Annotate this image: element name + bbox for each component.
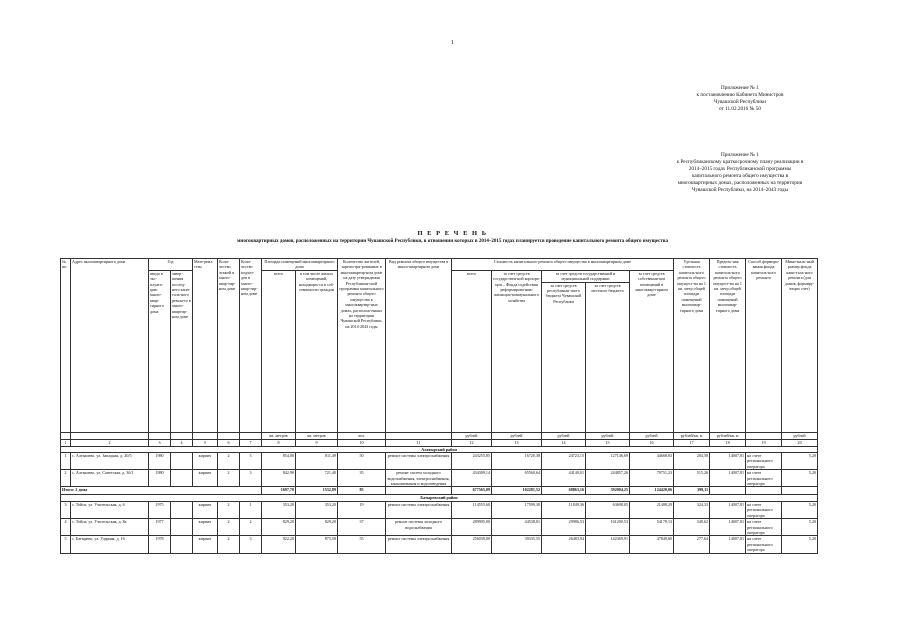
header-area-residential: в том числе жилых помещений, находящих-ся в соб-ственности граждан bbox=[296, 270, 338, 432]
header-area-total: всего bbox=[262, 270, 296, 432]
cell-total: 289905,00 bbox=[452, 519, 492, 536]
cell-year: 1980 bbox=[149, 470, 171, 487]
cell-total: 434309,14 bbox=[452, 470, 492, 487]
cell-material: кирпич bbox=[193, 501, 218, 518]
cell-address: с. Тойси, ул. Учительская, д. 6 bbox=[71, 501, 149, 518]
column-number-cell: 15 bbox=[586, 439, 630, 446]
unit-cell bbox=[71, 432, 149, 439]
appendix-line: от 11.02.2016 № 50 bbox=[719, 106, 761, 112]
cell-max: 14007,81 bbox=[710, 470, 746, 487]
unit-cell bbox=[149, 432, 171, 439]
cell-overhaul bbox=[171, 536, 193, 553]
cell-repair: ремонт системы электроснабжения bbox=[386, 501, 452, 518]
header-max-cost: Предель-ная стоимость капиталь-ного ремонта общего имущест-ва на 1 кв. метр общей площади помещений многоквар-тирного дома bbox=[710, 259, 746, 433]
cell-entrances: 2 bbox=[240, 519, 262, 536]
cell-unit: 324,33 bbox=[674, 501, 710, 518]
total-area: 1697,70 bbox=[262, 487, 296, 495]
page-number: 1 bbox=[451, 40, 454, 46]
total-row bbox=[61, 487, 818, 495]
appendix-line: капитального ремонта общего имущества в bbox=[691, 173, 789, 179]
header-repair-type: Вид ремонта общего имущества в много-квартирном доме bbox=[386, 259, 452, 433]
header-cost-fund: за счет средств государствен-ной корпора-ции – Фонда содействия реформирова-нию жилищно-коммунального хозяйства bbox=[492, 270, 542, 432]
header-address: Адрес многоквартирного дома bbox=[71, 259, 149, 433]
cell-overhaul bbox=[171, 453, 193, 470]
cell-floors: 2 bbox=[218, 536, 240, 553]
cell-no: 1 bbox=[61, 453, 71, 470]
cell-year: 1978 bbox=[149, 536, 171, 553]
cell-owners: 44668,83 bbox=[630, 453, 674, 470]
document-title: П Е Р Е Ч Е Н Ь bbox=[417, 230, 488, 237]
cell-local: 127146,69 bbox=[586, 453, 630, 470]
appendix-line: к постановлению Кабинета Министров bbox=[696, 92, 784, 98]
district-name: Батыревский район bbox=[61, 495, 818, 501]
cell-material: кирпич bbox=[193, 519, 218, 536]
cell-entrances: 3 bbox=[240, 536, 262, 553]
table-row bbox=[61, 501, 818, 518]
column-number-cell: 19 bbox=[746, 439, 782, 446]
cell-area: 842,90 bbox=[262, 470, 296, 487]
cell-address: с. Алтышево, ул. Западная, д. 20/5 bbox=[71, 453, 149, 470]
table-row bbox=[61, 453, 818, 470]
column-number-cell: 13 bbox=[492, 439, 542, 446]
cell-area-res: 829,20 bbox=[296, 519, 338, 536]
cell-local: 161200,53 bbox=[586, 519, 630, 536]
column-number-cell: 17 bbox=[674, 439, 710, 446]
cell-residents: 55 bbox=[338, 536, 386, 553]
buildings-table bbox=[60, 258, 818, 554]
cell-min: 5,20 bbox=[782, 453, 818, 470]
appendix-line: Чувашской Республики, на 2014–2043 годы bbox=[691, 187, 789, 193]
header-cost-total: всего bbox=[452, 270, 492, 432]
cell-area: 353,20 bbox=[262, 501, 296, 518]
cell-unit: 284,58 bbox=[674, 453, 710, 470]
cell-republic: 24723,15 bbox=[542, 453, 586, 470]
district-name: Алатырский район bbox=[61, 446, 818, 452]
header-no: № пп bbox=[61, 259, 71, 433]
document-subtitle: многоквартирных домов, расположенных на территории Чувашской Республики, в отношении которых в 2014–2015 годах планируется проведение капитального ремонта общего имущества bbox=[237, 239, 668, 244]
header-entrances: Коли-чество подъез-дов в много-квар-тир-ном доме bbox=[240, 259, 262, 433]
column-number-cell: 14 bbox=[542, 439, 586, 446]
cell-floors: 2 bbox=[218, 501, 240, 518]
units-row bbox=[61, 432, 818, 439]
column-numbers-row bbox=[61, 439, 818, 446]
cell-method: на счете регионального оператора bbox=[746, 519, 782, 536]
header-row bbox=[61, 259, 818, 271]
header-year-overhaul: завер-шения послед-него капи-таль-ного ремон-та в много-квартир-ном доме bbox=[171, 270, 193, 432]
unit-cell bbox=[240, 432, 262, 439]
table-row bbox=[61, 470, 818, 487]
unit-cell bbox=[746, 432, 782, 439]
header-cost-local: за счет средств местного бюджета bbox=[586, 282, 630, 432]
total-empty bbox=[782, 487, 818, 495]
cell-fund: 17599,30 bbox=[492, 501, 542, 518]
appendix-line: Приложение № 1 bbox=[721, 152, 759, 158]
cell-method: на счете регионального оператора bbox=[746, 470, 782, 487]
cell-overhaul bbox=[171, 519, 193, 536]
cell-no: 5 bbox=[61, 536, 71, 553]
cell-min: 5,20 bbox=[782, 536, 818, 553]
appendix-header-1 bbox=[640, 85, 840, 113]
cell-residents: 37 bbox=[338, 519, 386, 536]
column-number-cell: 5 bbox=[193, 439, 218, 446]
appendix-header-2 bbox=[640, 152, 840, 194]
cell-year: 1977 bbox=[149, 519, 171, 536]
cell-method: на счете регионального оператора bbox=[746, 536, 782, 553]
unit-cell: рублей bbox=[452, 432, 492, 439]
cell-repair: ремонт систем холодного водоснабжения, электроснабжения, канализования и водоотведения bbox=[386, 470, 452, 487]
header-unit-cost: Удельная стоимость капиталь-ного ремонта общего имущест-ва на 1 кв. метр общей площади помещений многоквар-тирного дома bbox=[674, 259, 710, 433]
total-label: Итого: 2 дома bbox=[61, 487, 262, 495]
cell-owners: 21408,29 bbox=[630, 501, 674, 518]
cell-no: 4 bbox=[61, 519, 71, 536]
cell-overhaul bbox=[171, 470, 193, 487]
cell-year: 1980 bbox=[149, 453, 171, 470]
unit-cell bbox=[171, 432, 193, 439]
header-year: Год bbox=[149, 259, 193, 271]
header-cost-group: Стоимость капитального ремонта общего имущества в многоквартирном доме bbox=[452, 259, 674, 271]
unit-cell: рублей bbox=[630, 432, 674, 439]
unit-cell: рублей/кв. м bbox=[674, 432, 710, 439]
column-number-cell: 3 bbox=[149, 439, 171, 446]
column-number-cell: 2 bbox=[71, 439, 149, 446]
cell-area-res: 721,40 bbox=[296, 470, 338, 487]
cell-min: 5,20 bbox=[782, 501, 818, 518]
cell-method: на счете регионального оператора bbox=[746, 453, 782, 470]
cell-owners: 54179,13 bbox=[630, 519, 674, 536]
cell-unit: 277,64 bbox=[674, 536, 710, 553]
unit-cell: рублей bbox=[586, 432, 630, 439]
cell-year: 1975 bbox=[149, 501, 171, 518]
cell-address: с. Батырево, ул. Ударная, д. 16 bbox=[71, 536, 149, 553]
total-empty bbox=[746, 487, 782, 495]
header-fund-method: Способ формиро-вания фонда капиталь-ного ремонта bbox=[746, 259, 782, 433]
appendix-line: к Республиканскому краткосрочному плану реализации в bbox=[676, 159, 804, 165]
cell-method: на счете регионального оператора bbox=[746, 501, 782, 518]
unit-cell: кв. метров bbox=[296, 432, 338, 439]
cell-area: 854,80 bbox=[262, 453, 296, 470]
unit-cell: кв. метров bbox=[262, 432, 296, 439]
cell-max: 14007,81 bbox=[710, 453, 746, 470]
cell-fund: 65560,64 bbox=[492, 470, 542, 487]
header-cost-budget-group: за счет средств государственной и муниципальной поддержки bbox=[542, 270, 630, 282]
cell-area: 922,20 bbox=[262, 536, 296, 553]
cell-entrances: 3 bbox=[240, 470, 262, 487]
cell-address: с. Алтышево, ул. Советская, д. 36/1 bbox=[71, 470, 149, 487]
column-number-cell: 10 bbox=[338, 439, 386, 446]
total-area-res: 1532,89 bbox=[296, 487, 338, 495]
unit-cell bbox=[218, 432, 240, 439]
cell-republic: 26483,94 bbox=[542, 536, 586, 553]
total-republic: 68863,16 bbox=[542, 487, 586, 495]
appendix-line: Чувашской Республики bbox=[714, 99, 766, 105]
cell-unit: 515,26 bbox=[674, 470, 710, 487]
header-floors: Коли-чество этажей в много-квар-тир-ном доме bbox=[218, 259, 240, 433]
unit-cell bbox=[61, 432, 71, 439]
cell-repair: ремонт системы электроснабжения bbox=[386, 536, 452, 553]
cell-repair: ремонт системы электроснабжения bbox=[386, 453, 452, 470]
column-number-cell: 1 bbox=[61, 439, 71, 446]
appendix-line: многоквартирных домах, расположенных на территории bbox=[677, 180, 803, 186]
total-owners: 124420,06 bbox=[630, 487, 674, 495]
cell-total: 256039,00 bbox=[452, 536, 492, 553]
cell-owners: 79751,23 bbox=[630, 470, 674, 487]
appendix-line: Приложение № 1 bbox=[721, 85, 759, 91]
total-fund: 102281,52 bbox=[492, 487, 542, 495]
header-wall-material: Мате-риал стен bbox=[193, 259, 218, 433]
column-number-cell: 8 bbox=[262, 439, 296, 446]
column-number-cell: 18 bbox=[710, 439, 746, 446]
cell-total: 243255,85 bbox=[452, 453, 492, 470]
cell-material: кирпич bbox=[193, 470, 218, 487]
total-total: 677565,09 bbox=[452, 487, 492, 495]
cell-overhaul bbox=[171, 501, 193, 518]
total-empty bbox=[710, 487, 746, 495]
header-cost-owners: за счет средств собственни-ков помещений в многоквар-тирном доме bbox=[630, 270, 674, 432]
unit-cell: рублей bbox=[492, 432, 542, 439]
unit-cell bbox=[193, 432, 218, 439]
header-residents: Количество жителей, зарегистри-рованных в многоквартир-ном доме на дату утверждения Республикан-ской программы капитального ремонта общего имущества в многоквартир-ных домах, располож-енных на территории Чувашской Республики, на 2014-2043 годы bbox=[338, 259, 386, 433]
cell-republic: 29986,53 bbox=[542, 519, 586, 536]
column-number-cell: 4 bbox=[171, 439, 193, 446]
cell-material: кирпич bbox=[193, 453, 218, 470]
cell-entrances: 1 bbox=[240, 501, 262, 518]
column-number-cell: 20 bbox=[782, 439, 818, 446]
cell-republic: 44140,01 bbox=[542, 470, 586, 487]
unit-cell: чел. bbox=[338, 432, 386, 439]
cell-repair: ремонт системы холодного водоснабжения bbox=[386, 519, 452, 536]
cell-area-res: 353,20 bbox=[296, 501, 338, 518]
header-min-contribution: Мини-маль-ный размер фонда капи-таль-ного ремонта (для домов, формиру-ющих счет) bbox=[782, 259, 818, 433]
header-cost-republic: за счет средств республикан-ского бюджета Чувашской Республики bbox=[542, 282, 586, 432]
cell-address: с. Тойси, ул. Учительская, д. 8а bbox=[71, 519, 149, 536]
table-row bbox=[61, 519, 818, 536]
cell-no: 2 bbox=[61, 470, 71, 487]
cell-area-res: 875,58 bbox=[296, 536, 338, 553]
cell-min: 5,20 bbox=[782, 470, 818, 487]
cell-local: 142369,91 bbox=[586, 536, 630, 553]
column-number-cell: 9 bbox=[296, 439, 338, 446]
header-area-group: Площадь помещений многоквартирного дома bbox=[262, 259, 338, 271]
cell-max: 14007,81 bbox=[710, 519, 746, 536]
column-number-cell: 11 bbox=[386, 439, 452, 446]
cell-material: кирпич bbox=[193, 536, 218, 553]
cell-local: 244857,26 bbox=[586, 470, 630, 487]
total-residents: 85 bbox=[338, 487, 386, 495]
cell-fund: 39335,55 bbox=[492, 536, 542, 553]
cell-republic: 11849,36 bbox=[542, 501, 586, 518]
cell-max: 14007,81 bbox=[710, 536, 746, 553]
cell-local: 63698,05 bbox=[586, 501, 630, 518]
unit-cell: рублей/кв. м bbox=[710, 432, 746, 439]
column-number-cell: 7 bbox=[240, 439, 262, 446]
column-number-cell: 6 bbox=[218, 439, 240, 446]
cell-fund: 16720,38 bbox=[492, 453, 542, 470]
header-year-built: ввода в экс-плуата-цию много-квар-тирного дома bbox=[149, 270, 171, 432]
unit-cell bbox=[386, 432, 452, 439]
cell-residents: 35 bbox=[338, 470, 386, 487]
unit-cell: рублей bbox=[542, 432, 586, 439]
total-empty bbox=[386, 487, 452, 495]
column-number-cell: 16 bbox=[630, 439, 674, 446]
cell-min: 5,20 bbox=[782, 519, 818, 536]
cell-floors: 2 bbox=[218, 470, 240, 487]
cell-residents: 19 bbox=[338, 501, 386, 518]
cell-floors: 2 bbox=[218, 519, 240, 536]
cell-max: 14007,81 bbox=[710, 501, 746, 518]
total-unit: 399,11 bbox=[674, 487, 710, 495]
table-row bbox=[61, 536, 818, 553]
cell-total: 114555,60 bbox=[452, 501, 492, 518]
cell-floors: 2 bbox=[218, 453, 240, 470]
cell-unit: 349,62 bbox=[674, 519, 710, 536]
cell-no: 3 bbox=[61, 501, 71, 518]
total-local: 392004,25 bbox=[586, 487, 630, 495]
cell-owners: 47849,60 bbox=[630, 536, 674, 553]
cell-residents: 50 bbox=[338, 453, 386, 470]
unit-cell: рублей bbox=[782, 432, 818, 439]
cell-area-res: 811,49 bbox=[296, 453, 338, 470]
cell-fund: 44538,81 bbox=[492, 519, 542, 536]
cell-area: 829,20 bbox=[262, 519, 296, 536]
appendix-line: 2014–2015 годах Республиканской программы bbox=[688, 166, 792, 172]
cell-entrances: 3 bbox=[240, 453, 262, 470]
column-number-cell: 12 bbox=[452, 439, 492, 446]
